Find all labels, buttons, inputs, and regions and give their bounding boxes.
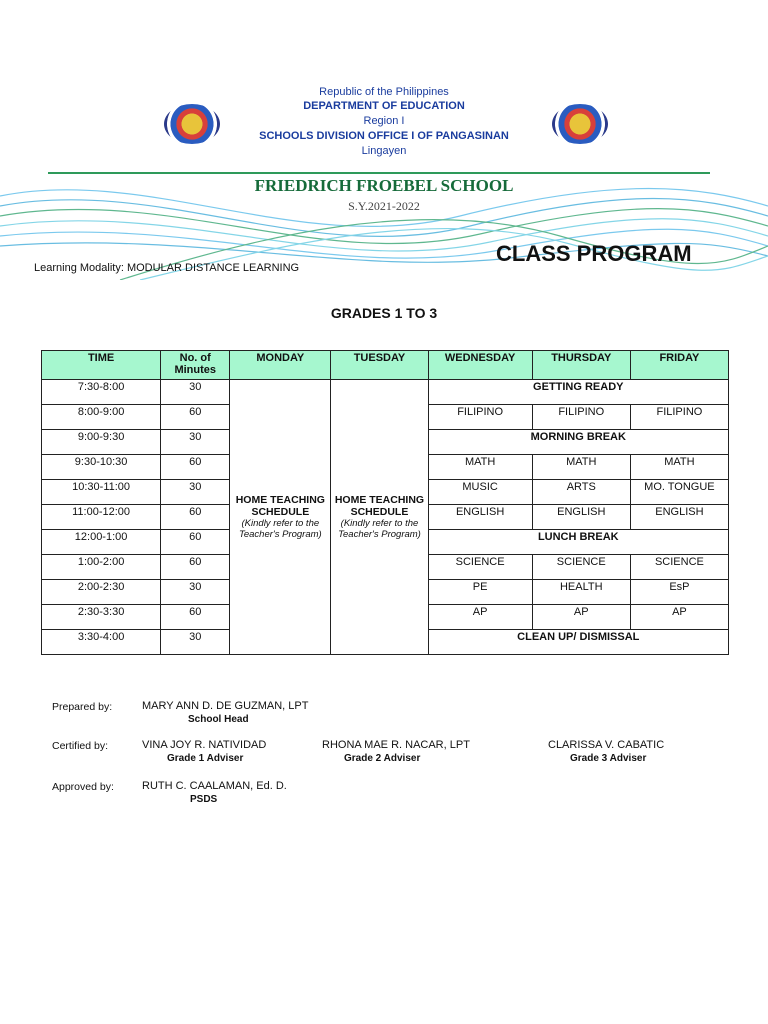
certifier-role: Grade 3 Adviser xyxy=(570,753,647,764)
wednesday-subject-cell: SCIENCE xyxy=(428,555,532,580)
approved-by-label: Approved by: xyxy=(52,781,114,793)
minutes-cell: 60 xyxy=(161,530,230,555)
approved-by-role: PSDS xyxy=(190,794,218,805)
friday-subject-cell: AP xyxy=(630,605,728,630)
tuesday-home-teaching-cell xyxy=(331,380,428,655)
republic-line: Republic of the Philippines xyxy=(319,86,449,98)
time-cell: 9:30-10:30 xyxy=(42,455,161,480)
time-cell: 7:30-8:00 xyxy=(42,380,161,405)
monday-home-teaching-cell xyxy=(230,380,331,655)
class-schedule-table xyxy=(41,350,729,655)
certifier-role: Grade 2 Adviser xyxy=(344,753,421,764)
home-teaching-title: HOME TEACHING SCHEDULE xyxy=(334,494,425,518)
thursday-subject-cell: HEALTH xyxy=(532,580,630,605)
minutes-cell: 60 xyxy=(161,555,230,580)
activity-span-cell: LUNCH BREAK xyxy=(428,530,728,555)
approved-by-name: RUTH C. CAALAMAN, Ed. D. xyxy=(142,780,287,792)
col-header-wednesday: WEDNESDAY xyxy=(428,351,532,380)
minutes-cell: 60 xyxy=(161,505,230,530)
thursday-subject-cell: MATH xyxy=(532,455,630,480)
friday-subject-cell: EsP xyxy=(630,580,728,605)
thursday-subject-cell: ARTS xyxy=(532,480,630,505)
activity-span-cell: CLEAN UP/ DISMISSAL xyxy=(428,630,728,655)
table-header-row xyxy=(42,351,729,380)
wednesday-subject-cell: MATH xyxy=(428,455,532,480)
certifier-name: VINA JOY R. NATIVIDAD xyxy=(142,739,267,751)
activity-span-cell: GETTING READY xyxy=(428,380,728,405)
prepared-by-label: Prepared by: xyxy=(52,701,113,713)
thursday-subject-cell: FILIPINO xyxy=(532,405,630,430)
minutes-cell: 30 xyxy=(161,380,230,405)
department-line: DEPARTMENT OF EDUCATION xyxy=(303,100,465,112)
time-cell: 9:00-9:30 xyxy=(42,430,161,455)
home-teaching-title: HOME TEACHING SCHEDULE xyxy=(235,494,325,518)
activity-span-cell: MORNING BREAK xyxy=(428,430,728,455)
time-cell: 10:30-11:00 xyxy=(42,480,161,505)
thursday-subject-cell: ENGLISH xyxy=(532,505,630,530)
time-cell: 8:00-9:00 xyxy=(42,405,161,430)
school-year: S.Y.2021-2022 xyxy=(348,199,420,213)
col-header-minutes: No. of Minutes xyxy=(161,351,230,380)
minutes-cell: 30 xyxy=(161,430,230,455)
thursday-subject-cell: SCIENCE xyxy=(532,555,630,580)
home-teaching-note: (Kindly refer to the Teacher's Program) xyxy=(338,518,421,540)
certified-by-label: Certified by: xyxy=(52,740,109,752)
certifier-role: Grade 1 Adviser xyxy=(167,753,244,764)
certifier-name: CLARISSA V. CABATIC xyxy=(548,739,665,751)
document-title: CLASS PROGRAM xyxy=(496,241,692,266)
division-line: SCHOOLS DIVISION OFFICE I OF PANGASINAN xyxy=(259,130,509,142)
school-name: FRIEDRICH FROEBEL SCHOOL xyxy=(254,176,514,195)
thursday-subject-cell: AP xyxy=(532,605,630,630)
time-cell: 1:00-2:00 xyxy=(42,555,161,580)
time-cell: 3:30-4:00 xyxy=(42,630,161,655)
table-row xyxy=(42,380,729,405)
col-header-time: TIME xyxy=(42,351,161,380)
wednesday-subject-cell: FILIPINO xyxy=(428,405,532,430)
friday-subject-cell: ENGLISH xyxy=(630,505,728,530)
learning-modality: Learning Modality: MODULAR DISTANCE LEARNING xyxy=(34,262,300,274)
friday-subject-cell: MATH xyxy=(630,455,728,480)
time-cell: 2:30-3:30 xyxy=(42,605,161,630)
minutes-cell: 30 xyxy=(161,480,230,505)
time-cell: 2:00-2:30 xyxy=(42,580,161,605)
friday-subject-cell: SCIENCE xyxy=(630,555,728,580)
wednesday-subject-cell: PE xyxy=(428,580,532,605)
col-header-friday: FRIDAY xyxy=(630,351,728,380)
prepared-by-role: School Head xyxy=(188,714,249,725)
header-divider xyxy=(48,172,710,174)
wednesday-subject-cell: MUSIC xyxy=(428,480,532,505)
friday-subject-cell: MO. TONGUE xyxy=(630,480,728,505)
minutes-cell: 60 xyxy=(161,405,230,430)
minutes-cell: 30 xyxy=(161,630,230,655)
minutes-cell: 30 xyxy=(161,580,230,605)
col-header-thursday: THURSDAY xyxy=(532,351,630,380)
certifier-name: RHONA MAE R. NACAR, LPT xyxy=(322,739,470,751)
minutes-cell: 60 xyxy=(161,605,230,630)
time-cell: 11:00-12:00 xyxy=(42,505,161,530)
wednesday-subject-cell: ENGLISH xyxy=(428,505,532,530)
wednesday-subject-cell: AP xyxy=(428,605,532,630)
home-teaching-note: (Kindly refer to the Teacher's Program) xyxy=(238,518,322,540)
col-header-tuesday: TUESDAY xyxy=(331,351,428,380)
grades-heading: GRADES 1 TO 3 xyxy=(330,305,438,321)
region-line: Region I xyxy=(363,115,405,127)
friday-subject-cell: FILIPINO xyxy=(630,405,728,430)
minutes-cell: 60 xyxy=(161,455,230,480)
town-line: Lingayen xyxy=(361,145,407,157)
col-header-monday: MONDAY xyxy=(230,351,331,380)
prepared-by-name: MARY ANN D. DE GUZMAN, LPT xyxy=(142,700,309,712)
time-cell: 12:00-1:00 xyxy=(42,530,161,555)
